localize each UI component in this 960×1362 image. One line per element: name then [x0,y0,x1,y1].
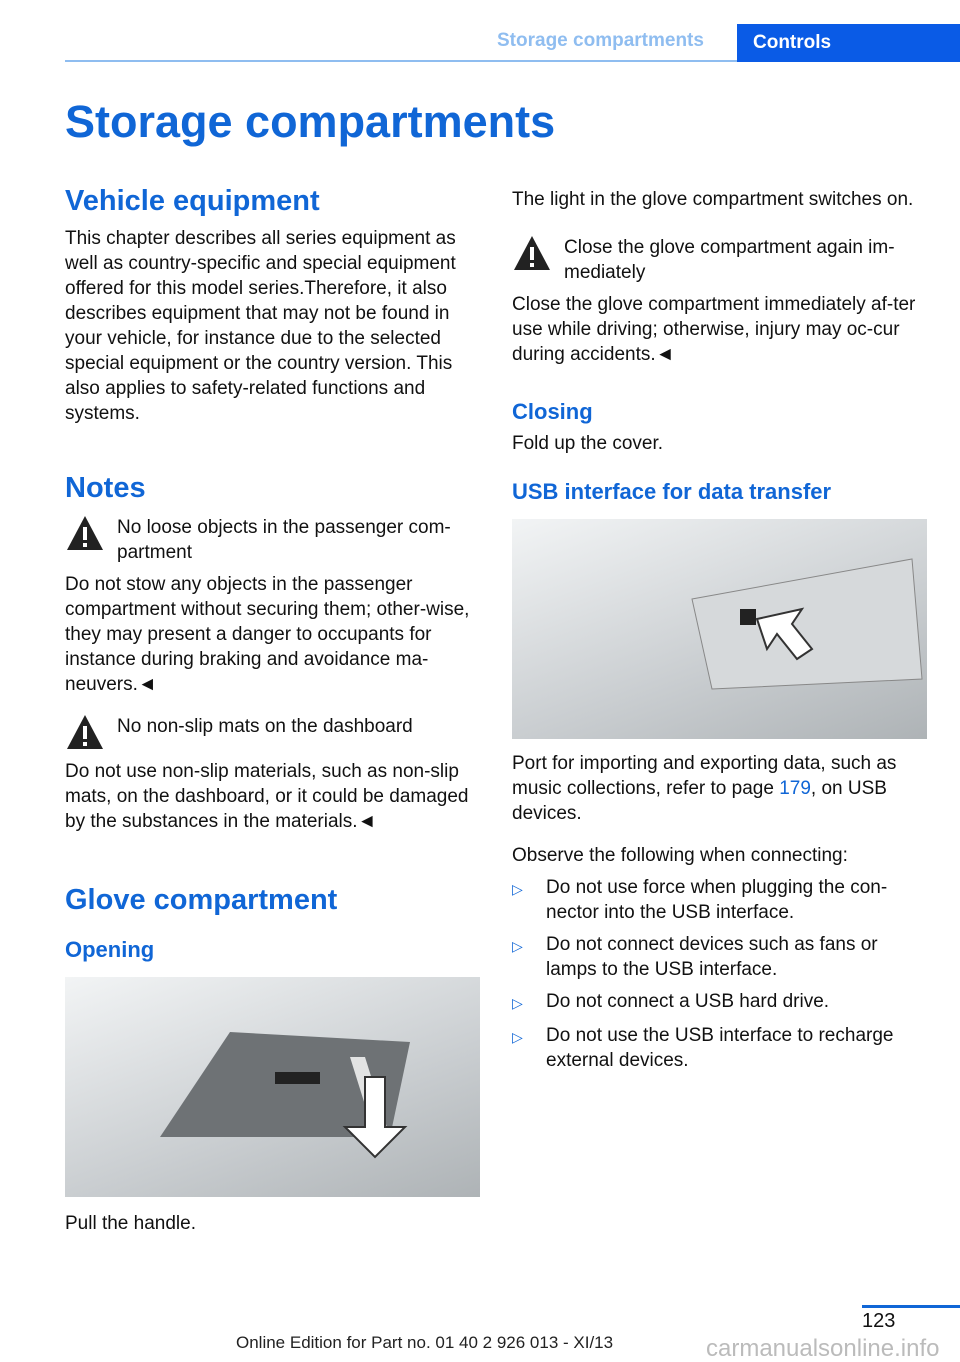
list-item [512,932,927,982]
usb-text [512,751,927,826]
warning-1-text: Do not stow any objects in the passenger compartment without securing them; other-wise, they may present a danger to occupants for instance during braking and avoidance ma-neuvers.◄ [65,574,470,695]
header-section[interactable]: Storage compartments [497,30,704,51]
page-number-rule [862,1305,960,1308]
observe-text: Observe the following when connecting: [512,845,848,866]
page-number: 123 [862,1310,896,1332]
warning-1 [65,515,485,565]
list-item [512,875,927,925]
usb-bullets [512,875,927,1073]
vehicle-equipment-text: This chapter describes all series equipment as well as country-specific and special equipment offered for this model series.Therefore, it also describes equipment that may not be found in your vehicle, for instance due to the selected special equipment or the country version. This also applies to safety-related functions and systems. [65,228,456,424]
page-link[interactable]: 179 [779,778,811,799]
list-item [512,989,927,1016]
warning-icon [65,712,105,752]
usb-text-a: Port for importing and exporting data, such as music collections, refer to page [512,753,897,799]
heading-closing: Closing [512,399,593,424]
triangle-bullet-icon: ▷ [512,1029,523,1045]
warning-icon [512,233,552,273]
glove-compartment-image [65,977,480,1197]
left-column [65,185,485,1236]
header-rule [65,60,737,62]
heading-vehicle-equipment: Vehicle equipment [65,185,320,217]
list-item [512,1023,927,1073]
header-tab-controls[interactable]: Controls [737,24,960,62]
usb-text-b: , on USB devices. [512,778,887,824]
triangle-bullet-icon: ▷ [512,881,523,897]
warning-2 [65,714,485,752]
footer-edition: Online Edition for Part no. 01 40 2 926 013 - XI/13 [236,1333,614,1352]
warning-3-title: Close the glove compartment again im-mediately [564,237,895,283]
warning-2-title: No non-slip mats on the dashboard [117,716,413,737]
heading-glove-compartment: Glove compartment [65,884,338,916]
warning-3 [512,235,927,285]
glove-compartment-illustration [65,977,480,1197]
bullet-text: Do not use the USB interface to recharge external devices. [546,1025,894,1071]
warning-2-text: Do not use non-slip materials, such as non-slip mats, on the dashboard, or it could be damaged by the substances in the materials.◄ [65,761,469,832]
bullet-text: Do not connect a USB hard drive. [546,991,830,1012]
triangle-bullet-icon: ▷ [512,938,523,954]
bullet-text: Do not connect devices such as fans or lamps to the USB interface. [546,934,878,980]
closing-text: Fold up the cover. [512,433,664,454]
warning-3-text: Close the glove compartment immediately af-ter use while driving; otherwise, injury may oc-cur during accidents.◄ [512,294,916,365]
watermark: carmanualsonline.info [706,1335,940,1362]
warning-icon [65,513,105,553]
usb-image [512,519,927,739]
bullet-text: Do not use force when plugging the con-nector into the USB interface. [546,877,888,923]
right-column [512,187,927,1080]
heading-usb: USB interface for data transfer [512,479,832,504]
triangle-bullet-icon: ▷ [512,995,523,1011]
light-text: The light in the glove compartment switches on. [512,189,914,210]
warning-1-title: No loose objects in the passenger com-partment [117,517,451,563]
glove-caption: Pull the handle. [65,1213,196,1234]
heading-opening: Opening [65,937,155,962]
page-title: Storage compartments [65,96,556,147]
heading-notes: Notes [65,472,146,504]
usb-illustration [512,519,927,739]
